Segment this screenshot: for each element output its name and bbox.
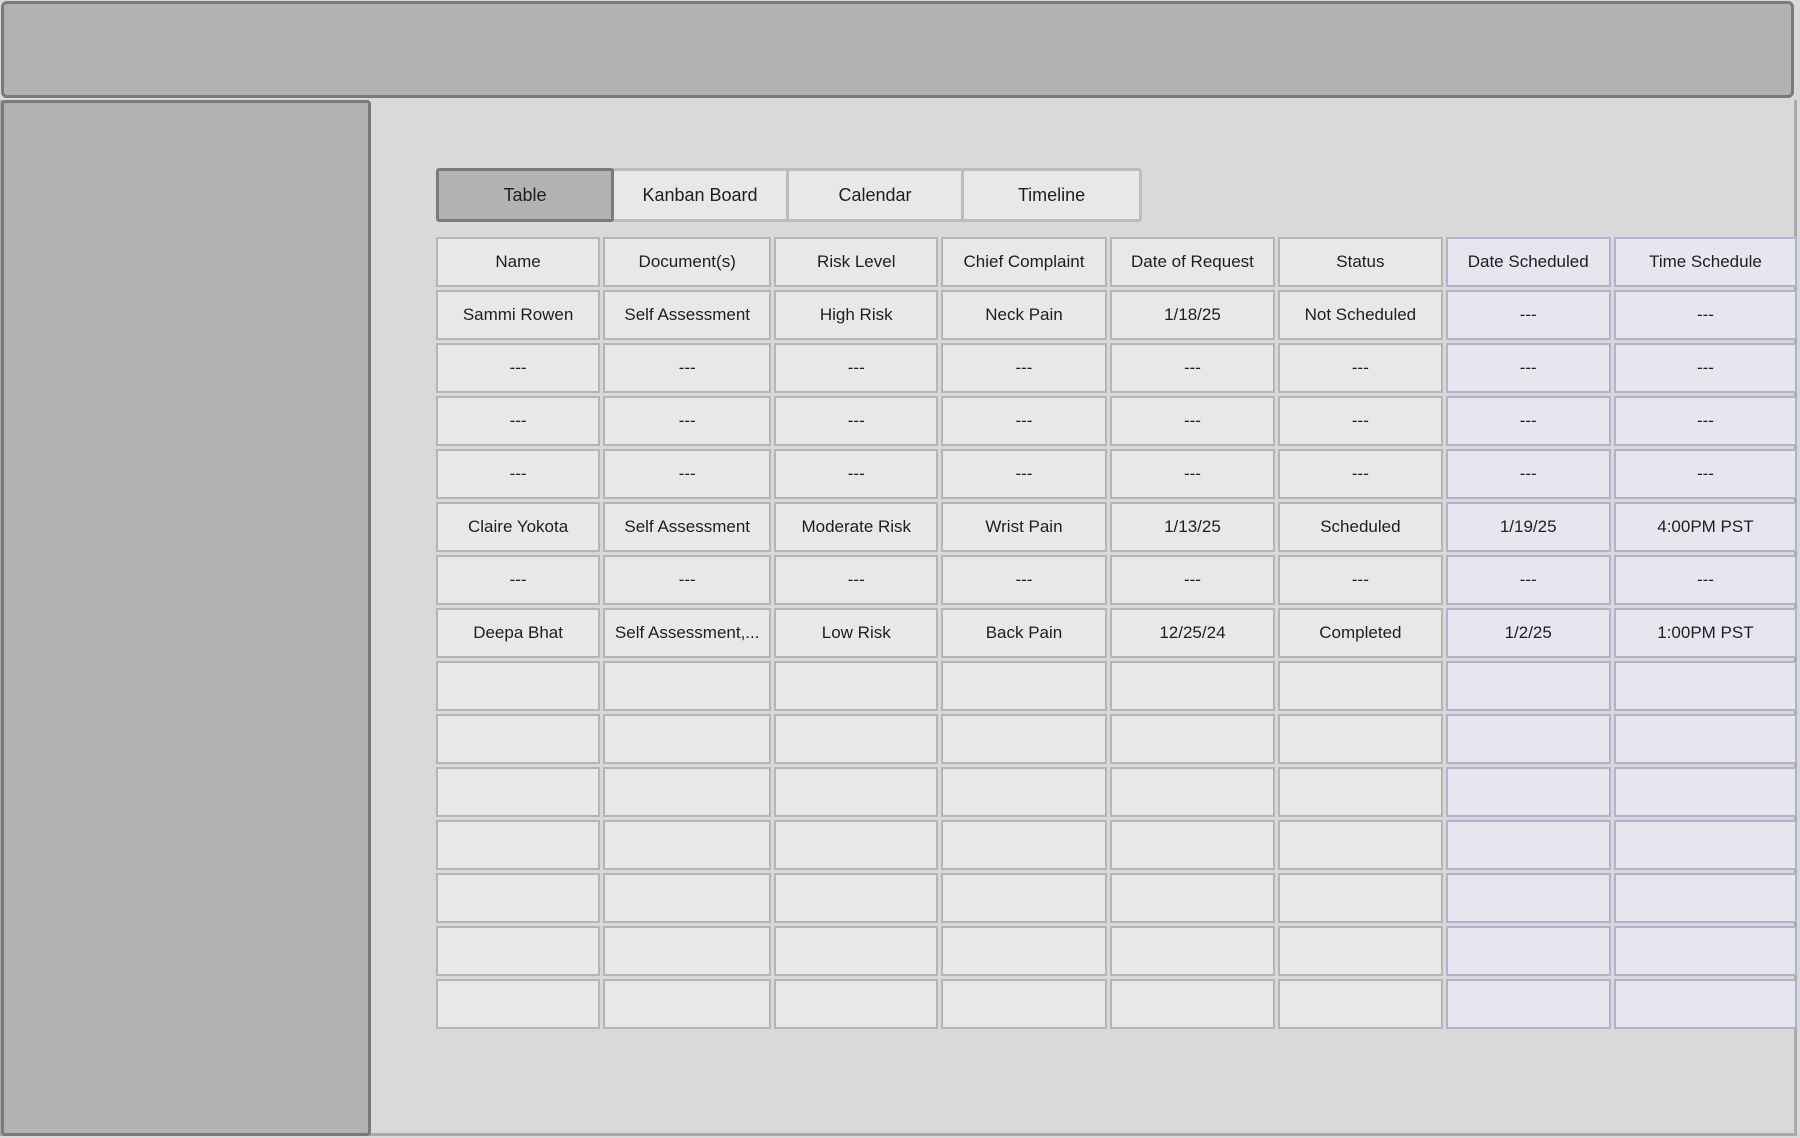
cell-date-scheduled[interactable]: 1/19/25 — [1446, 502, 1611, 552]
cell-name[interactable] — [436, 661, 600, 711]
cell-status[interactable] — [1278, 714, 1442, 764]
cell-name[interactable] — [436, 926, 600, 976]
cell-chief-complaint[interactable] — [941, 661, 1106, 711]
table-row[interactable] — [436, 343, 1797, 393]
table-row[interactable] — [436, 820, 1797, 870]
cell-time-scheduled[interactable]: --- — [1614, 396, 1797, 446]
cell-date-of-request[interactable]: 12/25/24 — [1110, 608, 1276, 658]
cell-status[interactable]: Completed — [1278, 608, 1442, 658]
tab-table[interactable]: Table — [436, 168, 614, 222]
cell-date-of-request[interactable]: --- — [1110, 343, 1276, 393]
cell-time-scheduled[interactable] — [1614, 820, 1797, 870]
column-header-documents[interactable]: Document(s) — [603, 237, 771, 287]
cell-chief-complaint[interactable] — [941, 820, 1106, 870]
cell-chief-complaint[interactable] — [941, 714, 1106, 764]
cell-documents[interactable]: --- — [603, 343, 771, 393]
cell-chief-complaint[interactable]: Back Pain — [941, 608, 1106, 658]
table-row[interactable] — [436, 979, 1797, 1029]
cell-date-scheduled[interactable] — [1446, 820, 1611, 870]
cell-time-scheduled[interactable] — [1614, 979, 1797, 1029]
top-header-bar — [1, 1, 1794, 98]
cell-chief-complaint[interactable]: --- — [941, 396, 1106, 446]
cell-risk-level[interactable] — [774, 820, 938, 870]
cell-status[interactable] — [1278, 767, 1442, 817]
cell-date-scheduled[interactable] — [1446, 661, 1611, 711]
cell-date-scheduled[interactable] — [1446, 979, 1611, 1029]
cell-date-scheduled[interactable] — [1446, 926, 1611, 976]
cell-documents[interactable] — [603, 767, 771, 817]
cell-name[interactable]: --- — [436, 555, 600, 605]
cell-date-of-request[interactable] — [1110, 926, 1276, 976]
cell-status[interactable] — [1278, 873, 1442, 923]
cell-name[interactable] — [436, 873, 600, 923]
cell-documents[interactable]: Self Assessment,... — [603, 608, 771, 658]
cell-risk-level[interactable]: --- — [774, 343, 938, 393]
cell-risk-level[interactable] — [774, 979, 938, 1029]
sidebar — [1, 100, 371, 1136]
patient-table-container — [436, 237, 1800, 1077]
cell-risk-level[interactable] — [774, 767, 938, 817]
cell-time-scheduled[interactable]: --- — [1614, 343, 1797, 393]
cell-status[interactable] — [1278, 926, 1442, 976]
cell-status[interactable]: --- — [1278, 343, 1442, 393]
cell-date-of-request[interactable]: 1/13/25 — [1110, 502, 1276, 552]
cell-status[interactable]: Not Scheduled — [1278, 290, 1442, 340]
cell-documents[interactable] — [603, 926, 771, 976]
table-row[interactable] — [436, 555, 1797, 605]
cell-date-scheduled[interactable]: --- — [1446, 343, 1611, 393]
cell-chief-complaint[interactable] — [941, 926, 1106, 976]
cell-time-scheduled[interactable] — [1614, 926, 1797, 976]
table-header-row — [436, 237, 1797, 287]
cell-risk-level[interactable] — [774, 714, 938, 764]
cell-risk-level[interactable]: --- — [774, 449, 938, 499]
cell-status[interactable] — [1278, 820, 1442, 870]
cell-documents[interactable]: Self Assessment — [603, 502, 771, 552]
cell-chief-complaint[interactable] — [941, 767, 1106, 817]
cell-time-scheduled[interactable]: --- — [1614, 290, 1797, 340]
cell-chief-complaint[interactable]: --- — [941, 449, 1106, 499]
cell-documents[interactable]: --- — [603, 555, 771, 605]
cell-date-of-request[interactable]: --- — [1110, 396, 1276, 446]
table-row[interactable] — [436, 873, 1797, 923]
column-header-name[interactable]: Name — [436, 237, 600, 287]
cell-date-of-request[interactable] — [1110, 979, 1276, 1029]
patient-table — [436, 237, 1800, 1032]
table-row[interactable] — [436, 608, 1797, 658]
cell-name[interactable]: Claire Yokota — [436, 502, 600, 552]
cell-risk-level[interactable] — [774, 926, 938, 976]
cell-date-of-request[interactable] — [1110, 714, 1276, 764]
column-header-date-of-request[interactable]: Date of Request — [1110, 237, 1276, 287]
column-header-chief-complaint[interactable]: Chief Complaint — [941, 237, 1106, 287]
table-row[interactable] — [436, 661, 1797, 711]
cell-name[interactable] — [436, 767, 600, 817]
cell-time-scheduled[interactable] — [1614, 767, 1797, 817]
cell-date-of-request[interactable] — [1110, 873, 1276, 923]
cell-time-scheduled[interactable]: --- — [1614, 555, 1797, 605]
cell-documents[interactable] — [603, 820, 771, 870]
cell-documents[interactable] — [603, 661, 771, 711]
cell-time-scheduled[interactable] — [1614, 714, 1797, 764]
cell-risk-level[interactable] — [774, 661, 938, 711]
cell-name[interactable]: Deepa Bhat — [436, 608, 600, 658]
cell-name[interactable] — [436, 820, 600, 870]
cell-time-scheduled[interactable]: 4:00PM PST — [1614, 502, 1797, 552]
cell-date-of-request[interactable]: --- — [1110, 449, 1276, 499]
tab-calendar[interactable]: Calendar — [789, 171, 964, 219]
cell-risk-level[interactable]: --- — [774, 396, 938, 446]
cell-risk-level[interactable]: High Risk — [774, 290, 938, 340]
cell-name[interactable]: --- — [436, 396, 600, 446]
table-row[interactable] — [436, 502, 1797, 552]
cell-chief-complaint[interactable]: Neck Pain — [941, 290, 1106, 340]
cell-date-scheduled[interactable]: --- — [1446, 396, 1611, 446]
table-row[interactable] — [436, 396, 1797, 446]
cell-documents[interactable] — [603, 873, 771, 923]
cell-status[interactable]: --- — [1278, 449, 1442, 499]
cell-name[interactable] — [436, 714, 600, 764]
cell-status[interactable]: --- — [1278, 555, 1442, 605]
cell-chief-complaint[interactable] — [941, 979, 1106, 1029]
cell-chief-complaint[interactable]: Wrist Pain — [941, 502, 1106, 552]
cell-documents[interactable]: --- — [603, 449, 771, 499]
cell-status[interactable] — [1278, 661, 1442, 711]
cell-time-scheduled[interactable]: --- — [1614, 449, 1797, 499]
table-row[interactable] — [436, 290, 1797, 340]
cell-date-of-request[interactable] — [1110, 820, 1276, 870]
cell-time-scheduled[interactable] — [1614, 661, 1797, 711]
cell-name[interactable]: --- — [436, 449, 600, 499]
cell-name[interactable]: --- — [436, 343, 600, 393]
tab-kanban-board[interactable]: Kanban Board — [614, 171, 789, 219]
table-row[interactable] — [436, 767, 1797, 817]
cell-date-scheduled[interactable] — [1446, 873, 1611, 923]
cell-date-scheduled[interactable]: 1/2/25 — [1446, 608, 1611, 658]
cell-date-of-request[interactable]: --- — [1110, 555, 1276, 605]
cell-risk-level[interactable] — [774, 873, 938, 923]
cell-name[interactable]: Sammi Rowen — [436, 290, 600, 340]
tab-timeline[interactable]: Timeline — [964, 171, 1139, 219]
column-header-risk-level[interactable]: Risk Level — [774, 237, 938, 287]
cell-risk-level[interactable]: Low Risk — [774, 608, 938, 658]
cell-time-scheduled[interactable]: 1:00PM PST — [1614, 608, 1797, 658]
cell-status[interactable]: Scheduled — [1278, 502, 1442, 552]
cell-date-of-request[interactable] — [1110, 767, 1276, 817]
cell-time-scheduled[interactable] — [1614, 873, 1797, 923]
cell-date-scheduled[interactable] — [1446, 714, 1611, 764]
cell-date-of-request[interactable] — [1110, 661, 1276, 711]
cell-date-scheduled[interactable]: --- — [1446, 290, 1611, 340]
cell-documents[interactable] — [603, 979, 771, 1029]
cell-date-of-request[interactable]: 1/18/25 — [1110, 290, 1276, 340]
cell-chief-complaint[interactable] — [941, 873, 1106, 923]
cell-chief-complaint[interactable]: --- — [941, 343, 1106, 393]
cell-risk-level[interactable]: Moderate Risk — [774, 502, 938, 552]
cell-date-scheduled[interactable]: --- — [1446, 555, 1611, 605]
cell-chief-complaint[interactable]: --- — [941, 555, 1106, 605]
view-tabs — [436, 168, 1142, 222]
cell-documents[interactable] — [603, 714, 771, 764]
column-header-status[interactable]: Status — [1278, 237, 1442, 287]
table-row[interactable] — [436, 926, 1797, 976]
column-header-time-scheduled[interactable]: Time Schedule — [1614, 237, 1797, 287]
cell-status[interactable]: --- — [1278, 396, 1442, 446]
cell-documents[interactable]: Self Assessment — [603, 290, 771, 340]
table-row[interactable] — [436, 449, 1797, 499]
table-row[interactable] — [436, 714, 1797, 764]
cell-status[interactable] — [1278, 979, 1442, 1029]
cell-documents[interactable]: --- — [603, 396, 771, 446]
column-header-date-scheduled[interactable]: Date Scheduled — [1446, 237, 1611, 287]
cell-risk-level[interactable]: --- — [774, 555, 938, 605]
cell-date-scheduled[interactable]: --- — [1446, 449, 1611, 499]
cell-name[interactable] — [436, 979, 600, 1029]
cell-date-scheduled[interactable] — [1446, 767, 1611, 817]
